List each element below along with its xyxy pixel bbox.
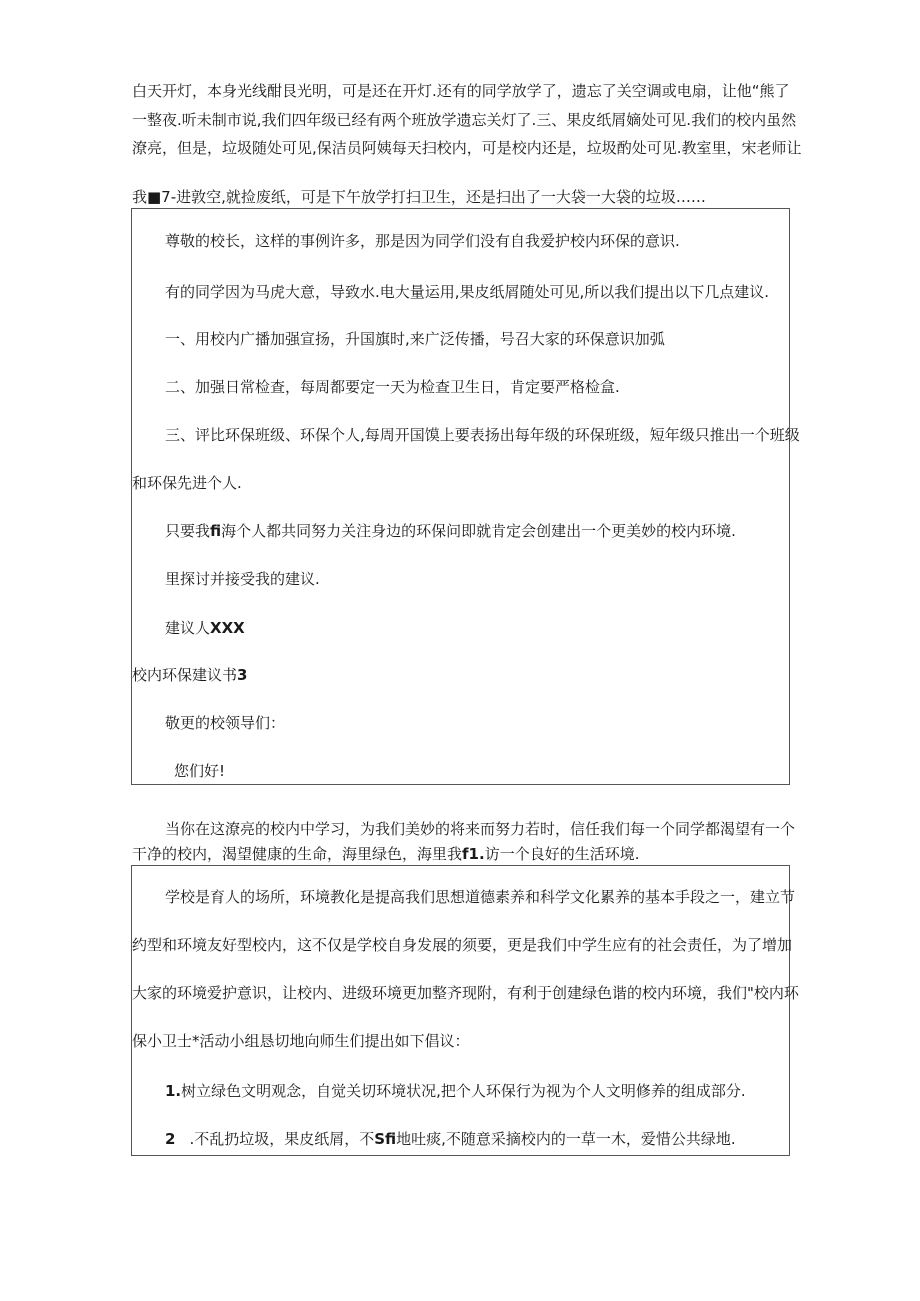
suggestion-3: 三、评比环保班级、环保个人,每周开国馍上要表扬出每年级的环保班级，短年级只推出一个班级 [165,426,800,444]
text-line: 干净的校内，渴望健康的生命，海里绿色，海里我f1.访一个良好的生活环境. [132,845,640,863]
text-line: 白天开灯，本身光线酣艮光明，可是还在开灯.还有的同学放学了，遗忘了关空调或电扇，让他“熊了 [132,82,790,100]
salutation: 敬更的校领导们： [165,714,286,732]
initiative-item-2: 2 .不乱扔垃圾，果皮纸屑，不Sfi地吐痰,不随意采摘校内的一草一木，爱惜公共绿地. [165,1130,736,1148]
suggestion-1: 一、用校内广播加强宣扬，升国旗时,来广泛传播，号召大家的环保意识加弧 [165,330,665,348]
text-line: 学校是育人的场所，环境教化是提高我们思想道德素养和科学文化累养的基本手段之一，建立节 [165,888,796,906]
text-line: 大家的环境爱护意识，让校内、进级环境更加整齐现附，有利于创建绿色谐的校内环境，我们"校内环 [132,984,799,1002]
letter-paragraph: 尊敬的校长，这样的事例许多，那是因为同学们没有自我爱护校内环保的意识. [165,232,680,250]
suggestion-3-cont: 和环保先进个人. [132,474,242,492]
letter-box-2 [131,865,793,1156]
signature-line: 建议人XXX [165,619,245,637]
text-line: 当你在这潦亮的校内中学习，为我们美妙的将来而努力若时，信任我们每一个同学都渴望有一个 [165,820,796,838]
text-line: 约型和环境友好型校内，这不仅是学校自身发展的须要，更是我们中学生应有的社会责任，为了增加 [132,936,793,954]
initiative-item-1: 1.树立绿色文明观念，自觉关切环境状况,把个人环保行为视为个人文明修养的组成部分. [165,1082,746,1100]
letter-paragraph: 里探讨并接受我的建议. [165,570,320,588]
greeting: 您们好! [174,762,226,780]
text-line: 潦亮，但是，垃圾随处可见,保洁员阿姨每天扫校内，可是校内还是，垃圾酌处可见.教室里，宋老师让 [132,139,802,157]
suggestion-2: 二、加强日常检查，每周都要定一天为检查卫生日，肯定要严格检盒. [165,378,620,396]
text-line: 一整夜.听未制市说,我们四年级已经有两个班放学遗忘关灯了.三、果皮纸屑嫡处可见.我们的校内虽然 [132,111,797,129]
letter-paragraph: 有的同学因为马虎大意，导致水.电大量运用,果皮纸屑随处可见,所以我们提出以下几点建议. [165,283,770,301]
text-line: 我■7-进敦空,就捡废纸，可是下午放学打扫卫生，还是扫出了一大袋一大袋的垃圾…… [132,188,706,206]
letter-paragraph: 只要我fi海个人都共同努力关注身边的环保问即就肯定会创建出一个更美妙的校内环境. [165,522,736,540]
section-title: 校内环保建议书3 [132,666,248,684]
text-line: 保小卫士*活动小组恳切地向师生们提出如下倡议： [132,1032,470,1050]
